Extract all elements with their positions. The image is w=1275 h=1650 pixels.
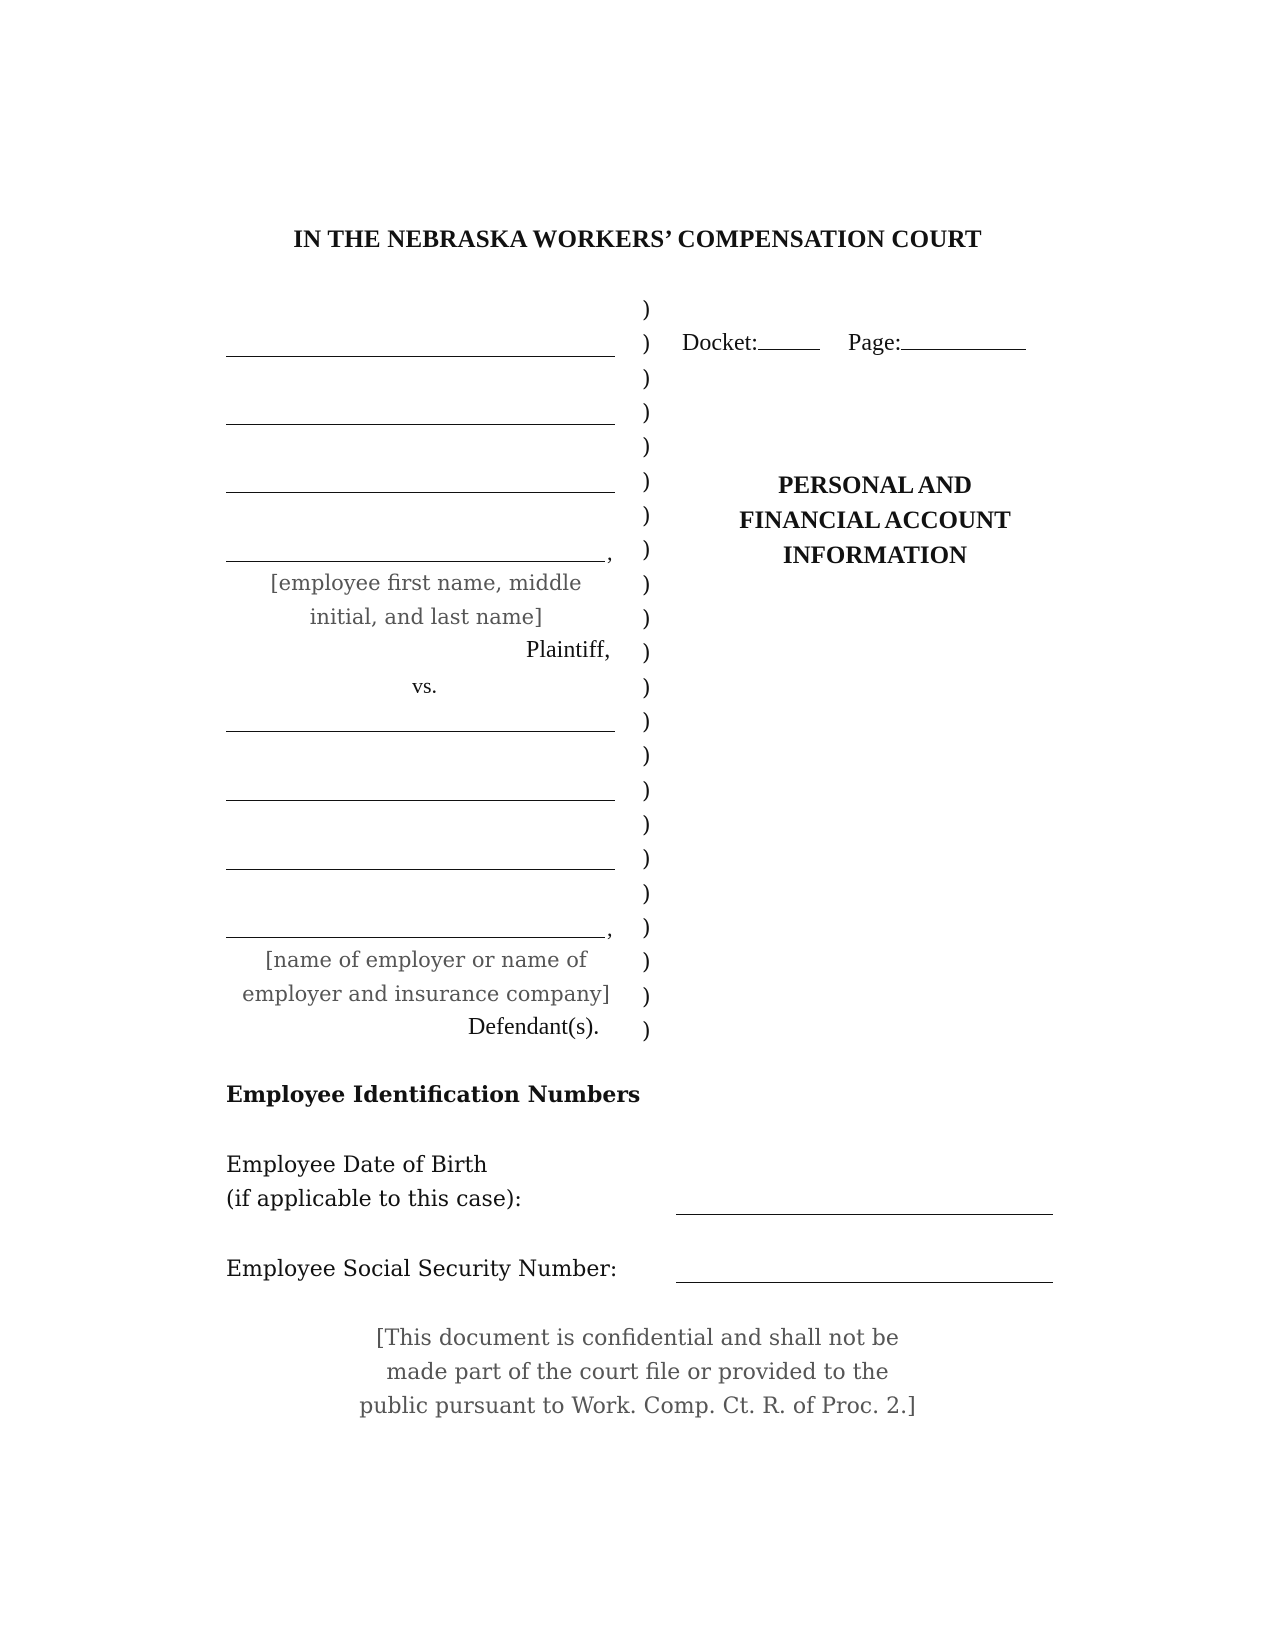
caption-paren: ) <box>642 916 651 941</box>
plaintiff-comma: , <box>607 540 613 565</box>
caption-paren: ) <box>642 573 651 598</box>
caption-paren: ) <box>642 504 651 529</box>
page-blank[interactable] <box>901 348 1026 350</box>
section-heading: Employee Identification Numbers <box>226 1082 641 1108</box>
caption-paren: ) <box>642 882 651 907</box>
defendant-role: Defendant(s). <box>468 1014 600 1040</box>
plaintiff-hint <box>226 566 626 634</box>
notice-line-2: made part of the court file or provided to the <box>386 1360 889 1385</box>
dob-label-line-2: (if applicable to this case): <box>226 1187 522 1212</box>
ssn-input-line[interactable] <box>676 1282 1053 1283</box>
defendant-hint-line-2: employer and insurance company] <box>242 982 610 1006</box>
confidential-notice <box>0 1322 1275 1424</box>
versus-label: vs. <box>412 673 438 698</box>
caption-paren: ) <box>642 813 651 838</box>
caption-paren: ) <box>642 401 651 426</box>
defendant-hint-line-1: [name of employer or name of <box>265 948 587 972</box>
caption-paren: ) <box>642 847 651 872</box>
caption-paren: ) <box>642 538 651 563</box>
caption-paren: ) <box>642 950 651 975</box>
caption-paren: ) <box>642 676 651 701</box>
caption-paren: ) <box>642 367 651 392</box>
ssn-label: Employee Social Security Number: <box>226 1257 618 1282</box>
plaintiff-role: Plaintiff, <box>526 637 611 663</box>
docket-label: Docket: <box>682 330 758 356</box>
document-title-line-2: FINANCIAL ACCOUNT <box>739 507 1011 534</box>
document-title <box>700 468 1050 573</box>
document-title-line-3: INFORMATION <box>782 542 968 569</box>
caption-paren: ) <box>642 641 651 666</box>
court-title: IN THE NEBRASKA WORKERS’ COMPENSATION COURT <box>293 226 982 253</box>
caption-paren: ) <box>642 1019 651 1044</box>
defendant-hint <box>222 943 630 1011</box>
plaintiff-name-line-2[interactable] <box>226 424 615 425</box>
notice-line-1: [This document is confidential and shall not be <box>376 1326 899 1351</box>
page-label: Page: <box>847 330 902 356</box>
defendant-name-line-3[interactable] <box>226 869 615 870</box>
dob-label <box>226 1149 522 1217</box>
dob-label-line-1: Employee Date of Birth <box>226 1153 488 1178</box>
defendant-comma: , <box>607 916 613 941</box>
caption-paren: ) <box>642 744 651 769</box>
caption-paren: ) <box>642 710 651 735</box>
docket-blank[interactable] <box>758 348 820 350</box>
plaintiff-name-line-1[interactable] <box>226 356 615 357</box>
defendant-name-line-4[interactable] <box>226 937 605 938</box>
caption-paren: ) <box>642 298 651 323</box>
caption-paren: ) <box>642 470 651 495</box>
document-title-line-1: PERSONAL AND <box>778 472 972 499</box>
defendant-name-line-1[interactable] <box>226 731 615 732</box>
dob-input-line[interactable] <box>676 1214 1053 1215</box>
plaintiff-hint-line-1: [employee first name, middle <box>270 571 582 595</box>
plaintiff-name-line-4[interactable] <box>226 561 605 562</box>
caption-paren: ) <box>642 985 651 1010</box>
plaintiff-name-line-3[interactable] <box>226 492 615 493</box>
caption-paren: ) <box>642 779 651 804</box>
caption-paren: ) <box>642 332 651 357</box>
defendant-name-line-2[interactable] <box>226 800 615 801</box>
notice-line-3: public pursuant to Work. Comp. Ct. R. of Proc. 2.] <box>359 1394 916 1419</box>
caption-paren: ) <box>642 435 651 460</box>
plaintiff-hint-line-2: initial, and last name] <box>309 605 543 629</box>
caption-paren: ) <box>642 607 651 632</box>
docket-row <box>682 330 1026 357</box>
